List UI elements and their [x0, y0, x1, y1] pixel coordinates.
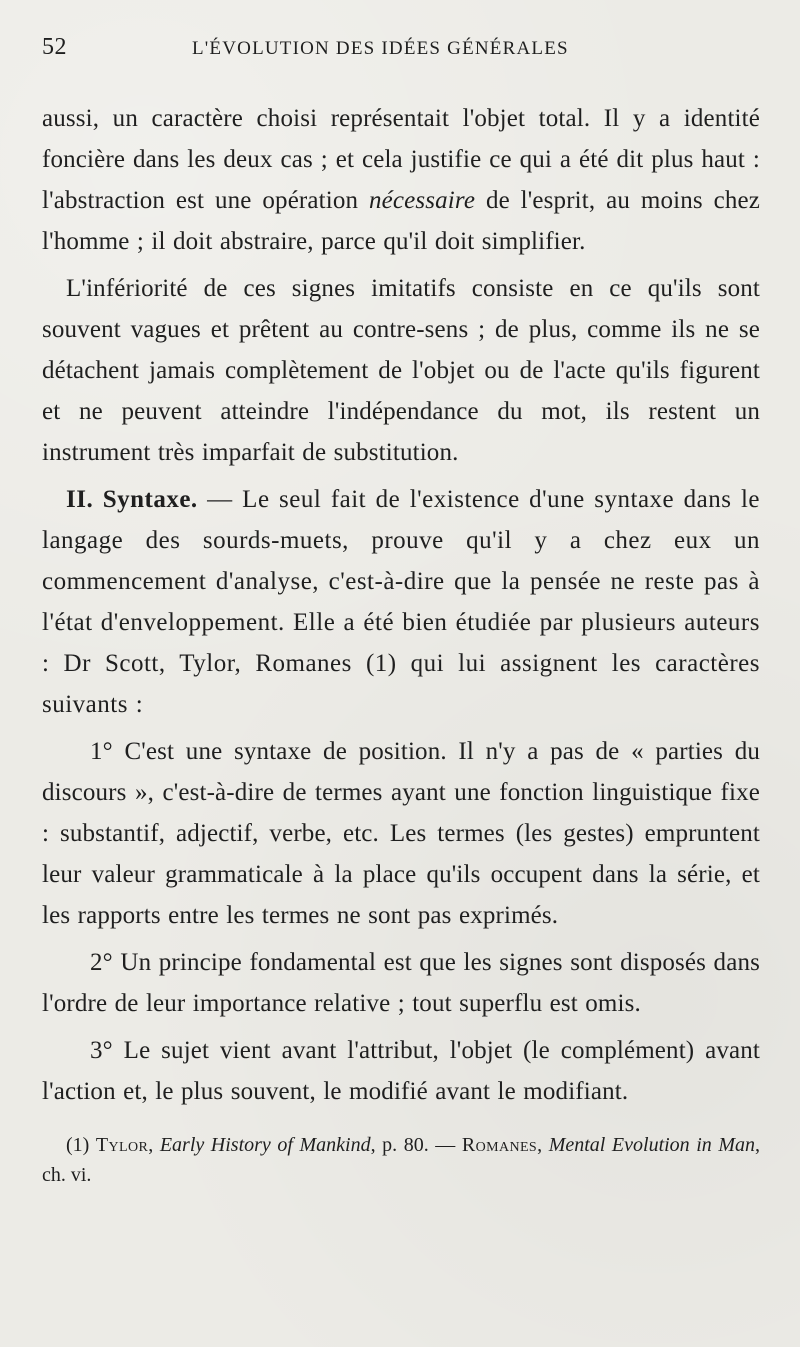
syntax-item-2-text: Un principe fondamental est que les signes sont disposés dans l'ordre de leur importance relative ; tout superflu est omis. — [42, 949, 760, 1017]
syntax-item-3-number: 3° — [90, 1037, 113, 1064]
syntax-item-2-number: 2° — [90, 949, 113, 976]
page-header — [42, 28, 760, 72]
page-number: 52 — [42, 34, 67, 60]
footnote-author-1: Tylor — [95, 1134, 149, 1156]
footnote-title-1: Early History of Mankind — [159, 1134, 371, 1156]
syntax-item-1 — [42, 731, 760, 936]
syntax-item-1-text: C'est une syntaxe de position. Il n'y a pas de « parties du discours », c'est-à-dire de termes ayant une fonction linguistique fixe : substantif, adjectif, verbe, etc. Les termes (les gestes) empruntent leur valeur grammaticale à la place qu'ils occupent dans la série, et les rapports entre les termes ne sont pas exprimés. — [42, 738, 760, 929]
footnote-page-1: , p. 80. — — [370, 1134, 462, 1156]
syntax-item-1-number: 1° — [90, 738, 113, 765]
footnote-marker: (1) — [66, 1134, 90, 1156]
syntax-item-2 — [42, 942, 760, 1024]
footnote-title-2: Mental Evolution in Man — [548, 1134, 756, 1156]
syntax-section — [42, 479, 760, 725]
syntax-item-3-text: Le sujet vient avant l'attribut, l'objet (le complément) avant l'action et, le plus souvent, le modifié avant le modifiant. — [42, 1037, 760, 1105]
section-text: — Le seul fait de l'existence d'une syntaxe dans le langage des sourds-muets, prouve qu'il y a chez eux un commencement d'analyse, c'est-à-dire que la pensée ne reste pas à l'état d'enveloppement. Elle a été bien étudiée par plusieurs auteurs : Dr Scott, Tylor, Romanes (1) qui lui assignent les caractères suivants : — [42, 486, 760, 718]
syntax-item-3 — [42, 1030, 760, 1112]
paragraph-2: L'infériorité de ces signes imitatifs consiste en ce qu'ils sont souvent vagues et prêtent au contre-sens ; de plus, comme ils ne se détachent jamais complètement de l'objet ou de l'acte qu'ils figurent et ne peuvent atteindre l'indépendance du mot, ils restent un instrument très imparfait de substitution. — [42, 275, 760, 466]
footnote-chapter: , ch. vi. — [42, 1134, 761, 1186]
paragraph-1-start: aussi, un caractère choisi représentait l'objet total. Il y a identité foncière dans les deux cas ; et cela justifie ce qui a été dit plus haut : l'abstraction est une opération — [42, 105, 760, 214]
paragraph-1-emphasis: nécessaire — [369, 187, 476, 214]
section-label: II. Syntaxe. — [66, 486, 198, 513]
main-text — [42, 98, 760, 1112]
footnote-author-2: Romanes — [461, 1134, 538, 1156]
paragraph-1 — [42, 98, 760, 262]
running-title: L'ÉVOLUTION DES IDÉES GÉNÉRALES — [192, 38, 569, 59]
paragraph-1-end: de l'esprit, au moins chez l'homme ; il doit abstraire, parce qu'il doit simplifier. — [42, 187, 760, 255]
footnote: (1) Tylor, Early History of Mankind, p. 80. — Romanes, Mental Evolution in Man, ch. vi. — [42, 1134, 761, 1186]
